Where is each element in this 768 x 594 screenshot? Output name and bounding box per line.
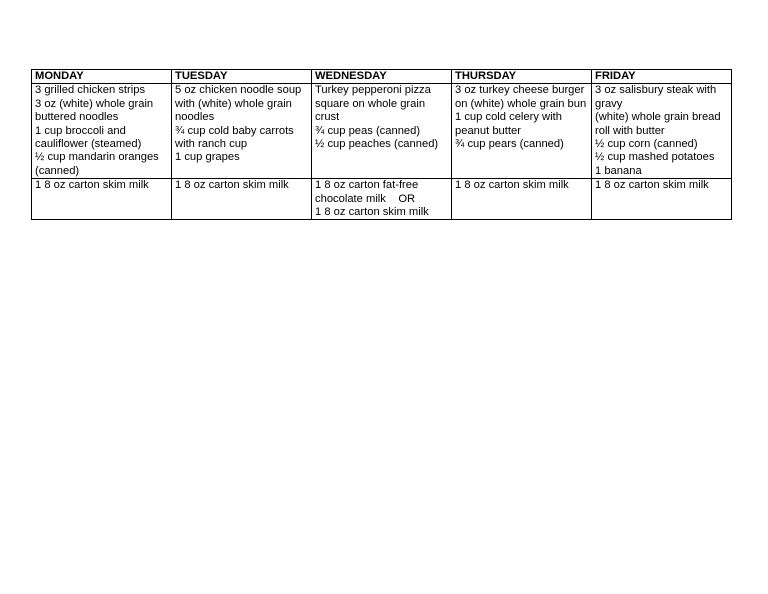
meal-item: ½ cup mashed potatoes: [595, 151, 715, 164]
milk-row: [32, 179, 732, 220]
milk-item: 1 8 oz carton skim milk: [35, 179, 149, 192]
milk-item: 1 8 oz carton skim milk: [455, 179, 569, 192]
milk-item: 1 8 oz carton skim milk: [595, 179, 709, 192]
meal-item: ½ cup peaches (canned): [315, 138, 439, 151]
header-monday: MONDAY: [32, 70, 172, 84]
meal-item: 1 banana: [595, 164, 642, 177]
meal-cell-friday: [592, 84, 732, 179]
milk-cell-thursday: [452, 179, 592, 220]
meal-item: ½ cup corn (canned): [595, 138, 698, 151]
meal-item: ¾ cup cold baby carrots with ranch cup: [175, 124, 294, 151]
meal-cell-tuesday: [172, 84, 312, 179]
meal-item: 3 oz turkey cheese burger on (white) whole grain bun: [455, 84, 587, 110]
meal-item: 1 cup broccoli and cauliflower (steamed): [35, 124, 142, 151]
meal-cell-thursday: [452, 84, 592, 179]
lunch-menu-table: [31, 69, 732, 220]
milk-item: 1 8 oz carton skim milk: [315, 206, 429, 219]
meal-item: ¾ cup peas (canned): [315, 124, 421, 137]
meal-item: Turkey pepperoni pizza square on whole grain crust: [315, 84, 431, 124]
meal-item: 3 grilled chicken strips: [35, 84, 146, 97]
header-tuesday: TUESDAY: [172, 70, 312, 84]
header-row: [32, 70, 732, 84]
meal-item: 5 oz chicken noodle soup with (white) whole grain noodles: [175, 84, 302, 124]
meal-item: 1 cup cold celery with peanut butter: [455, 111, 562, 137]
header-friday: FRIDAY: [592, 70, 732, 84]
meal-item: 3 oz (white) whole grain buttered noodles: [35, 97, 154, 124]
meal-item: (white) whole grain bread roll with butter: [595, 111, 721, 137]
meal-cell-monday: [32, 84, 172, 179]
milk-item: 1 8 oz carton fat-free chocolate milk OR: [315, 179, 422, 205]
meal-row: [32, 84, 732, 179]
meal-item: 1 cup grapes: [175, 151, 240, 164]
meal-item: 3 oz salisbury steak with gravy: [595, 84, 717, 110]
header-wednesday: WEDNESDAY: [312, 70, 452, 84]
milk-cell-friday: [592, 179, 732, 220]
header-thursday: THURSDAY: [452, 70, 592, 84]
milk-cell-wednesday: [312, 179, 452, 220]
meal-item: ¾ cup pears (canned): [455, 138, 564, 151]
meal-cell-wednesday: [312, 84, 452, 179]
milk-cell-monday: [32, 179, 172, 220]
milk-item: 1 8 oz carton skim milk: [175, 179, 289, 192]
milk-cell-tuesday: [172, 179, 312, 220]
meal-item: ½ cup mandarin oranges (canned): [35, 151, 159, 177]
